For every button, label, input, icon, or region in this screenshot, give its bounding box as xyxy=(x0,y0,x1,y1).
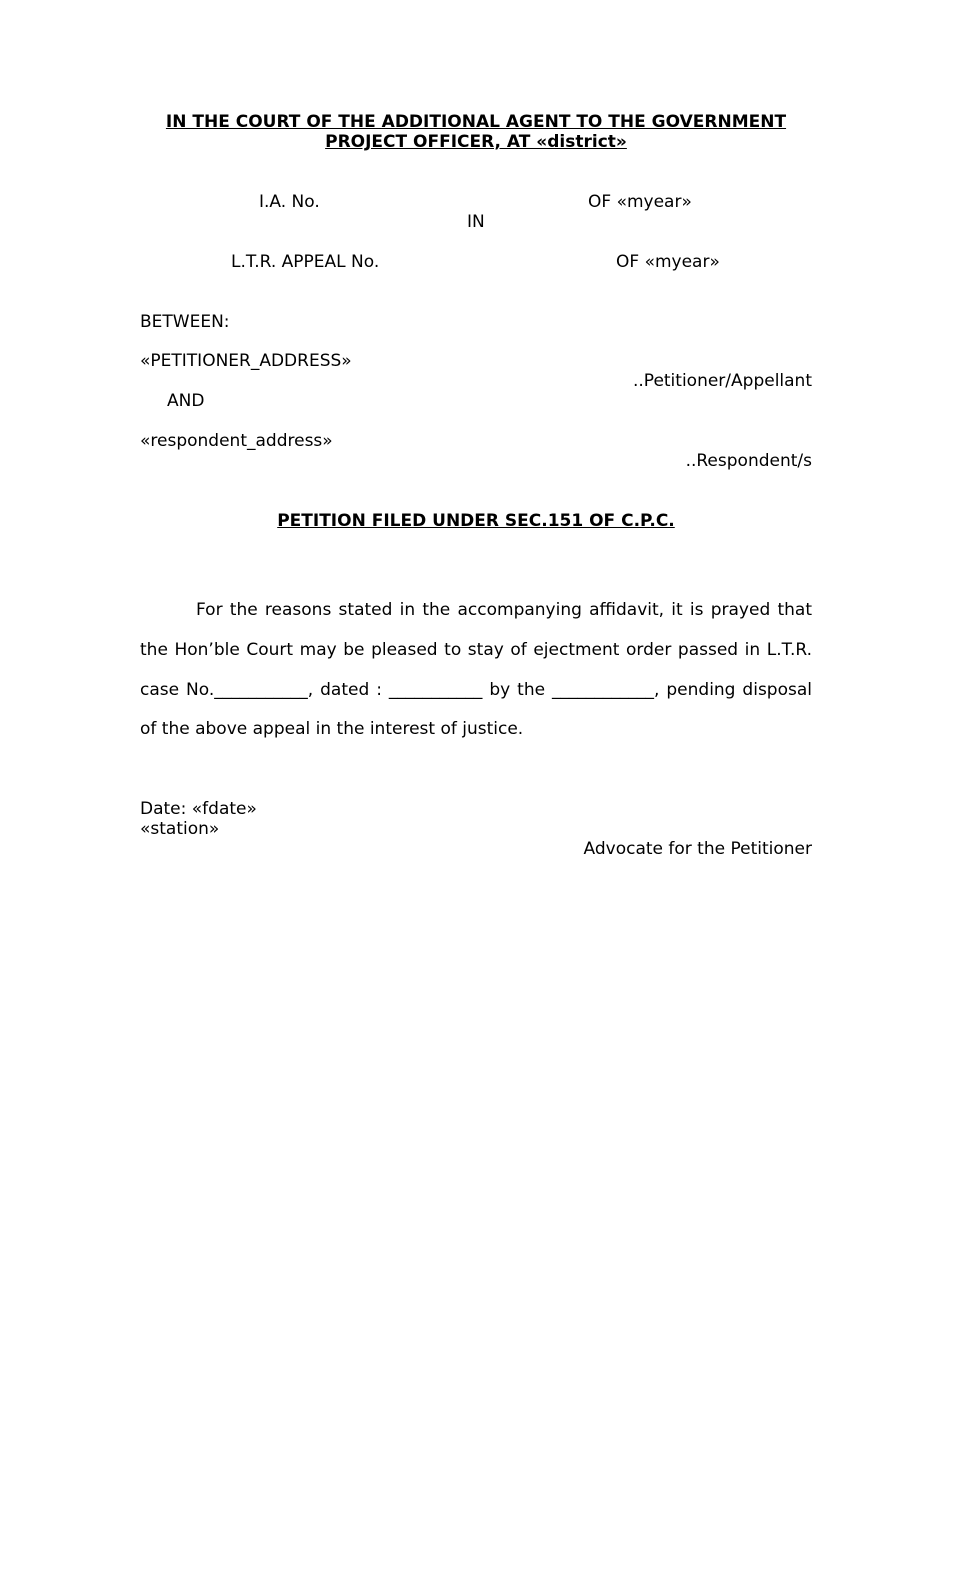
appeal-number-label: L.T.R. APPEAL No. xyxy=(231,252,380,272)
filing-date: Date: «fdate» xyxy=(140,799,257,819)
ia-year: OF «myear» xyxy=(588,192,692,212)
ia-number-label: I.A. No. xyxy=(259,192,320,212)
advocate-signature: Advocate for the Petitioner xyxy=(583,839,812,859)
in-label: IN xyxy=(467,212,485,232)
between-label: BETWEEN: xyxy=(140,312,230,332)
respondent-address: «respondent_address» xyxy=(140,431,333,451)
court-title-line-2: PROJECT OFFICER, AT «district» xyxy=(325,132,627,152)
court-title-line-1: IN THE COURT OF THE ADDITIONAL AGENT TO THE GOVERNMENT xyxy=(165,112,787,132)
petitioner-address: «PETITIONER_ADDRESS» xyxy=(140,351,352,371)
petition-body-line-1: For the reasons stated in the accompanying affidavit, it is prayed that xyxy=(196,600,812,620)
filing-station: «station» xyxy=(140,819,220,839)
petition-title: PETITION FILED UNDER SEC.151 OF C.P.C. xyxy=(277,511,675,531)
respondent-role: ..Respondent/s xyxy=(685,451,812,471)
petition-body-line-4: of the above appeal in the interest of justice. xyxy=(140,719,524,739)
and-label: AND xyxy=(167,391,205,411)
petitioner-role: ..Petitioner/Appellant xyxy=(632,371,812,391)
petition-body-line-2: the Hon’ble Court may be pleased to stay of ejectment order passed in L.T.R. xyxy=(140,640,812,660)
petition-body-line-3: case No.___________, dated : ___________ by the ____________, pending disposal xyxy=(140,680,812,700)
appeal-year: OF «myear» xyxy=(616,252,720,272)
